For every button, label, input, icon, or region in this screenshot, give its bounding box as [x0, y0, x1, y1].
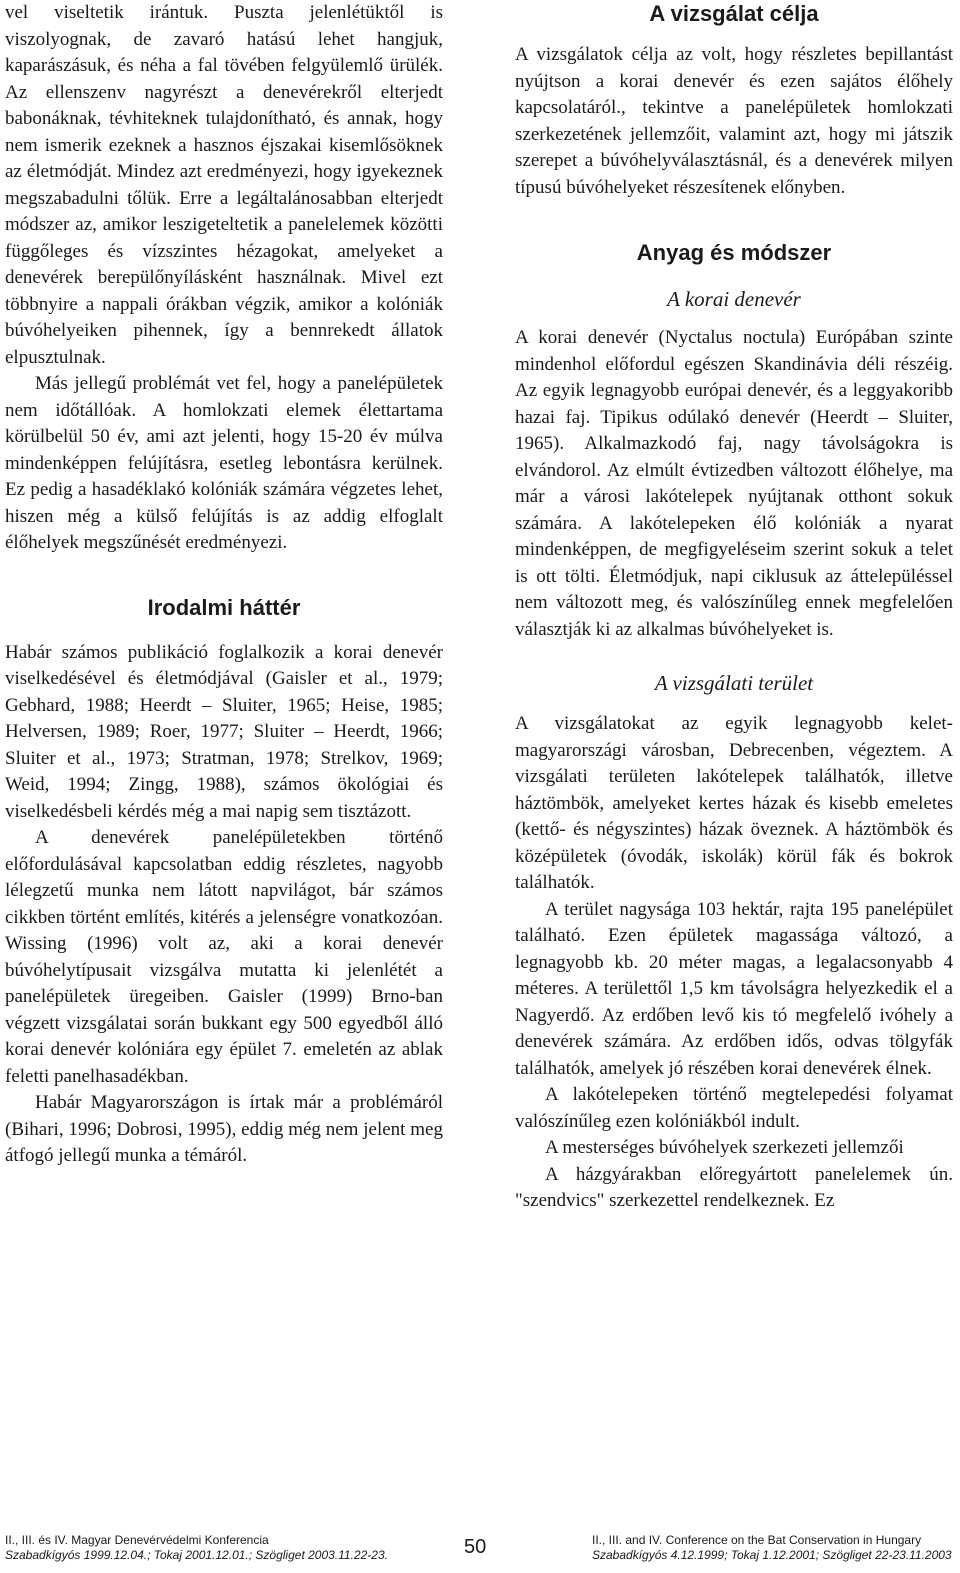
footer-left: [5, 1533, 388, 1563]
paragraph-literature: Habár számos publikáció foglalkozik a korai denevér viselkedésével és életmódjával (Gaisler et al., 1979; Gebhard, 1988; Heerdt – Sluiter, 1965; Heise, 1985; Helversen, 1989; Roer, 1977; Sluiter – Heerdt, 1966; Sluiter et al., 1973; Stratman, 1978; Strelkov, 1969; Weid, 1994; Zingg, 1988), számos ökológiai és viselkedésbeli kérdés még a mai napig sem tisztázott.: [5, 641, 443, 822]
paragraph-sandwich: A házgyárakban előregyártott panelelemek ún. "szendvics" szerkezettel rendelkeznek. Ez: [515, 1163, 953, 1211]
heading-aim: A vizsgálat célja: [649, 1, 819, 26]
right-column: [515, 0, 953, 1215]
paragraph-hungary: Habár Magyarországon is írtak már a problémáról (Bihari, 1996; Dobrosi, 1995), eddig még nem jelent meg átfogó jellegű munka a témáról.: [5, 1092, 443, 1166]
subheading-area: A vizsgálati terület: [654, 671, 814, 695]
left-column: [5, 0, 443, 1170]
paragraph-aim: A vizsgálatok célja az volt, hogy részletes bepillantást nyújtson a korai denevér és ezen sajátos élőhely kapcsolatáról., tekintve a panelépületek homlokzati szerkezetének jellemzőit, valamint azt, hogy mi játszik szerepet a búvóhelyválasztásnál, és a denevérek milyen típusú búvóhelyeket részesítenek előnyben.: [515, 44, 953, 198]
paragraph-intro: vel viseltetik irántuk. Puszta jelenlétüktől is viszolyognak, de zavaró hatású lehet hangjuk, kaparászásuk, és néha a fal tövében felgyülemlő ürülék. Az ellenszenv nagyrészt a denevérekről elterjedt babonáknak, tévhiteknek tulajdonítható, és annak, hogy nem ismerik ezeknek a hasznos éjszakai kisemlősöknek az életmódját. Mindez azt eredményezi, hogy igyekeznek megszabadulni tőlük. Erre a legáltalánosabban elterjedt módszer az, amikor leszigeteltetik a panelelemek közötti függőleges és vízszintes hézagokat, amelyeket a denevérek berepülőnyílásként használnak. Mivel ezt többnyire a nappali órákban végzik, amikor a kolóniák búvóhelyeiken pihennek, így a bennrekedt állatok elpusztulnak.: [5, 2, 443, 368]
paragraph-settlement: A lakótelepeken történő megtelepedési folyamat valószínűleg ezen kolóniákból indult.: [515, 1084, 953, 1132]
page-number: 50: [464, 1536, 487, 1558]
footer-right: [592, 1533, 952, 1563]
heading-methods: Anyag és módszer: [636, 240, 832, 265]
paragraph-species: A korai denevér (Nyctalus noctula) Európában szinte mindenhol előfordul egészen Skandinávia déli részéig. Az egyik legnagyobb európai denevér, és a leggyakoribb hazai faj. Tipikus odúlakó denevér (Heerdt – Sluiter, 1965). Alkalmazkodó faj, nagy távolságokra is elvándorol. Az elmúlt évtizedben változott élőhelye, ma már a városi lakótelepek nyújtanak otthont sokuk számára. A lakótelepeken élő kolóniák a nyarat mindenképpen, de megfigyeléseim szerint sokuk a telet is ott tölti. Életmódjuk, napi ciklusuk az áttelepüléssel nem változott meg, és valószínűleg ennek megfelelően választják ki az alkalmas búvóhelyeket is.: [515, 327, 953, 640]
paragraph-area: A vizsgálatokat az egyik legnagyobb kelet-magyarországi városban, Debrecenben, végeztem. A vizsgálati területen lakótelepek találhatók, illetve háztömbök, amelyeket kertes házak és kisebb emeletes (kettő- és négyszintes) házak öveznek. A háztömbök és középületek (óvodák, iskolák) körül fák és bokrok találhatók.: [515, 713, 953, 893]
paragraph-area-size: A terület nagysága 103 hektár, rajta 195 panelépület található. Ezen épületek magassága változó, a legnagyobb kb. 20 méter magas, a legalacsonyabb 4 méteres. A területtől 1,5 km távolságra helyezkedik el a Nagyerdő. Az erdőben levő kis tó megfelelő ivóhely a denevérek számára. Az erdőben idős, odvas tölgyfák találhatók, amelyek jó részében korai denevérek élnek.: [515, 898, 953, 1079]
paragraph-panel-durability: Más jellegű problémát vet fel, hogy a panelépületek nem időtállóak. A homlokzati elemek élettartama körülbelül 50 év, ami azt jelenti, hogy 15-20 év múlva mindenképpen felújításra, esetleg lebontásra kerülnek. Ez pedig a hasadéklakó kolóniák számára végzetes lehet, hiszen még a külső felújítás is az addig elfoglalt élőhelyek megszűnését eredményezi.: [5, 373, 443, 553]
paragraph-shelter-structure: A mesterséges búvóhelyek szerkezeti jellemzői: [545, 1137, 904, 1158]
footer-right-places: Szabadkígyós 4.12.1999; Tokaj 1.12.2001; Szögliget 22-23.11.2003: [592, 1548, 952, 1562]
footer-left-places: Szabadkígyós 1999.12.04.; Tokaj 2001.12.01.; Szögliget 2003.11.22-23.: [5, 1548, 388, 1562]
subheading-species: A korai denevér: [667, 287, 801, 311]
paragraph-panel-occurrence: A denevérek panelépületekben történő előfordulásával kapcsolatban eddig részletes, nagyobb lélegzetű munka nem látott napvilágot, bár számos cikkben történt említés, kitérés a jelenségre vonatkozóan. Wissing (1996) volt az, aki a korai denevér búvóhelytípusait vizsgálva mutatta ki jelenlétét a panelépületek üregeiben. Gaisler (1999) Brno-ban végzett vizsgálatai során bukkant egy 500 egyedből álló korai denevér kolóniára egy épület 7. emeletén az ablak feletti panelhasadékban.: [5, 827, 443, 1087]
footer-right-title: II., III. and IV. Conference on the Bat Conservation in Hungary: [592, 1533, 922, 1547]
footer-left-title: II., III. és IV. Magyar Denevérvédelmi Konferencia: [5, 1533, 269, 1547]
heading-literature: Irodalmi háttér: [147, 594, 301, 620]
